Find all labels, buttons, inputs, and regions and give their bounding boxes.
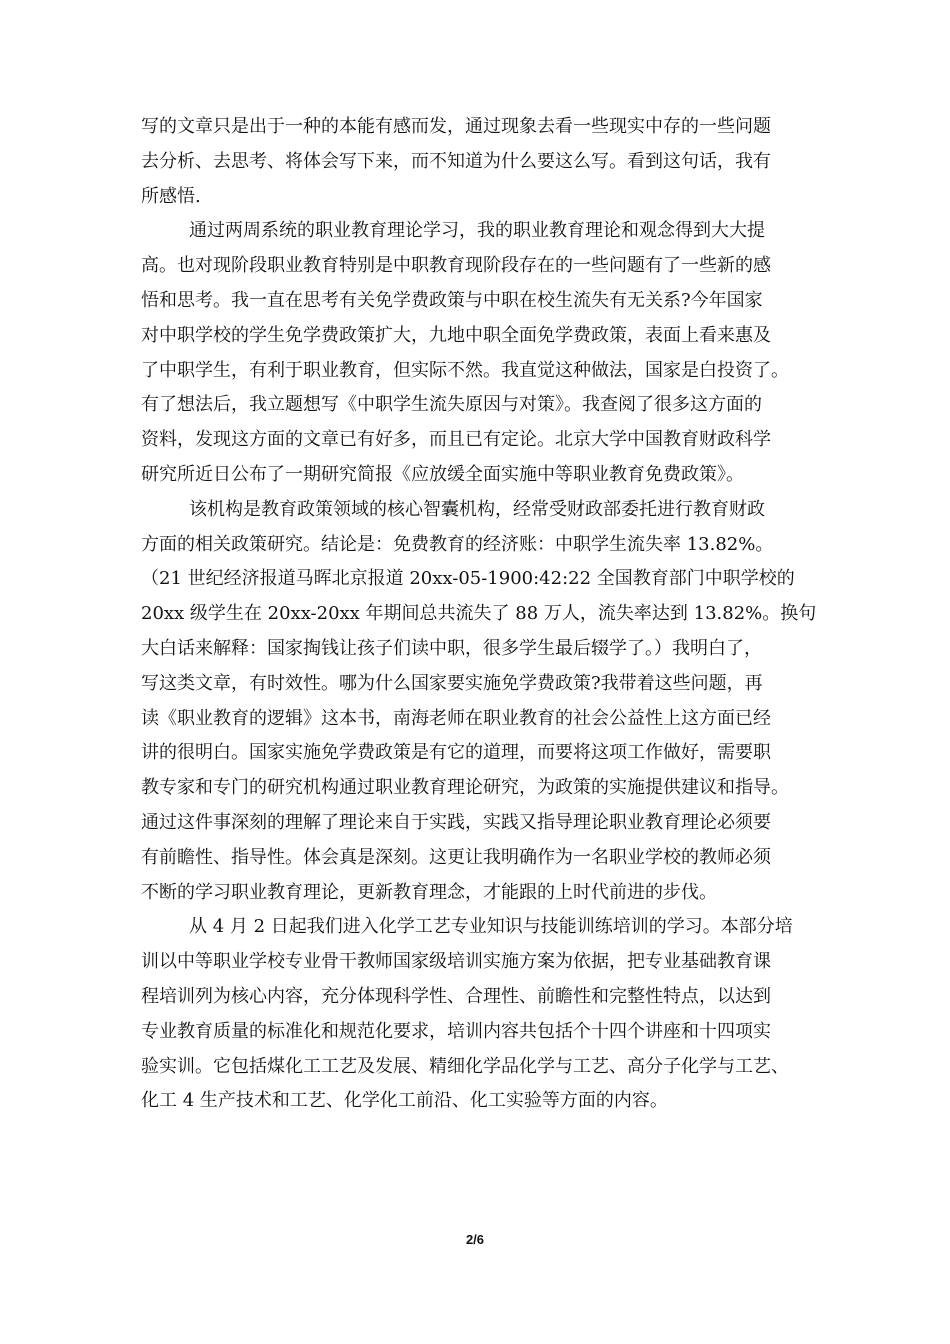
text-line: 资料，发现这方面的文章已有好多，而且已有定论。北京大学中国教育财政科学: [141, 429, 771, 451]
text-line: 写的文章只是出于一种的本能有感而发，通过现象去看一些现实中存的一些问题: [141, 116, 771, 137]
text-line: 训以中等职业学校专业骨干教师国家级培训实施方案为依据，把专业基础教育课: [141, 951, 771, 973]
text-line: 验实训。它包括煤化工工艺及发展、精细化学品化学与工艺、高分子化学与工艺、: [141, 1055, 789, 1077]
text-line: 20xx 级学生在 20xx-20xx 年期间总共流失了 88 万人，流失率达到 13.82%。换句: [141, 603, 817, 625]
text-line: 不断的学习职业教育理论，更新教育理念，才能跟的上时代前进的步伐。: [141, 881, 717, 903]
text-line: 高。也对现阶段职业教育特别是中职教育现阶段存在的一些问题有了一些新的感: [141, 255, 771, 277]
paragraph-first-line: 通过两周系统的职业教育理论学习，我的职业教育理论和观念得到大大提: [189, 220, 765, 242]
text-line: 有前瞻性、指导性。体会真是深刻。这更让我明确作为一名职业学校的教师必须: [141, 846, 771, 868]
text-line: 对中职学校的学生免学费政策扩大，九地中职全面免学费政策，表面上看来惠及: [141, 324, 771, 346]
text-line: 读《职业教育的逻辑》这本书，南海老师在职业教育的社会公益性上这方面已经: [141, 707, 771, 729]
text-line: 程培训列为核心内容，充分体现科学性、合理性、前瞻性和完整性特点，以达到: [141, 985, 771, 1007]
text-line: 方面的相关政策研究。结论是：免费教育的经济账：中职学生流失率 13.82%。: [141, 533, 774, 555]
text-line: 写这类文章，有时效性。哪为什么国家要实施免学费政策?我带着这些问题，再: [141, 672, 763, 694]
text-line: 教专家和专门的研究机构通过职业教育理论研究，为政策的实施提供建议和指导。: [141, 777, 789, 799]
body-text: [141, 110, 831, 1119]
page-number: 2/6: [465, 1232, 485, 1247]
text-line: （21 世纪经济报道马晖北京报道 20xx-05-1900:42:22 全国教育部门中职学校的: [141, 568, 795, 590]
text-line: 专业教育质量的标准化和规范化要求，培训内容共包括个十四个讲座和十四项实: [141, 1020, 771, 1042]
text-line: 去分析、去思考、将体会写下来，而不知道为什么要这么写。看到这句话，我有: [141, 150, 771, 172]
text-line: 所感悟.: [141, 185, 201, 207]
text-line: 研究所近日公布了一期研究简报《应放缓全面实施中等职业教育免费政策》。: [141, 463, 744, 485]
text-line: 悟和思考。我一直在思考有关免学费政策与中职在校生流失有无关系?今年国家: [141, 289, 763, 311]
text-line: 了中职学生，有利于职业教育，但实际不然。我直觉这种做法，国家是白投资了。: [141, 359, 789, 381]
text-line: 讲的很明白。国家实施免学费政策是有它的道理，而要将这项工作做好，需要职: [141, 742, 771, 764]
text-line: 化工 4 生产技术和工艺、化学化工前沿、化工实验等方面的内容。: [141, 1090, 668, 1112]
paragraph-first-line: 该机构是教育政策领域的核心智囊机构，经常受财政部委托进行教育财政: [189, 498, 765, 520]
paragraph-first-line: 从 4 月 2 日起我们进入化学工艺专业知识与技能训练培训的学习。本部分培: [189, 916, 793, 938]
text-line: 有了想法后，我立题想写《中职学生流失原因与对策》。我查阅了很多这方面的: [141, 394, 762, 416]
text-line: 大白话来解释：国家掏钱让孩子们读中职，很多学生最后辍学了。）我明白了，: [141, 637, 762, 659]
text-line: 通过这件事深刻的理解了理论来自于实践，实践又指导理论职业教育理论必须要: [141, 811, 771, 833]
